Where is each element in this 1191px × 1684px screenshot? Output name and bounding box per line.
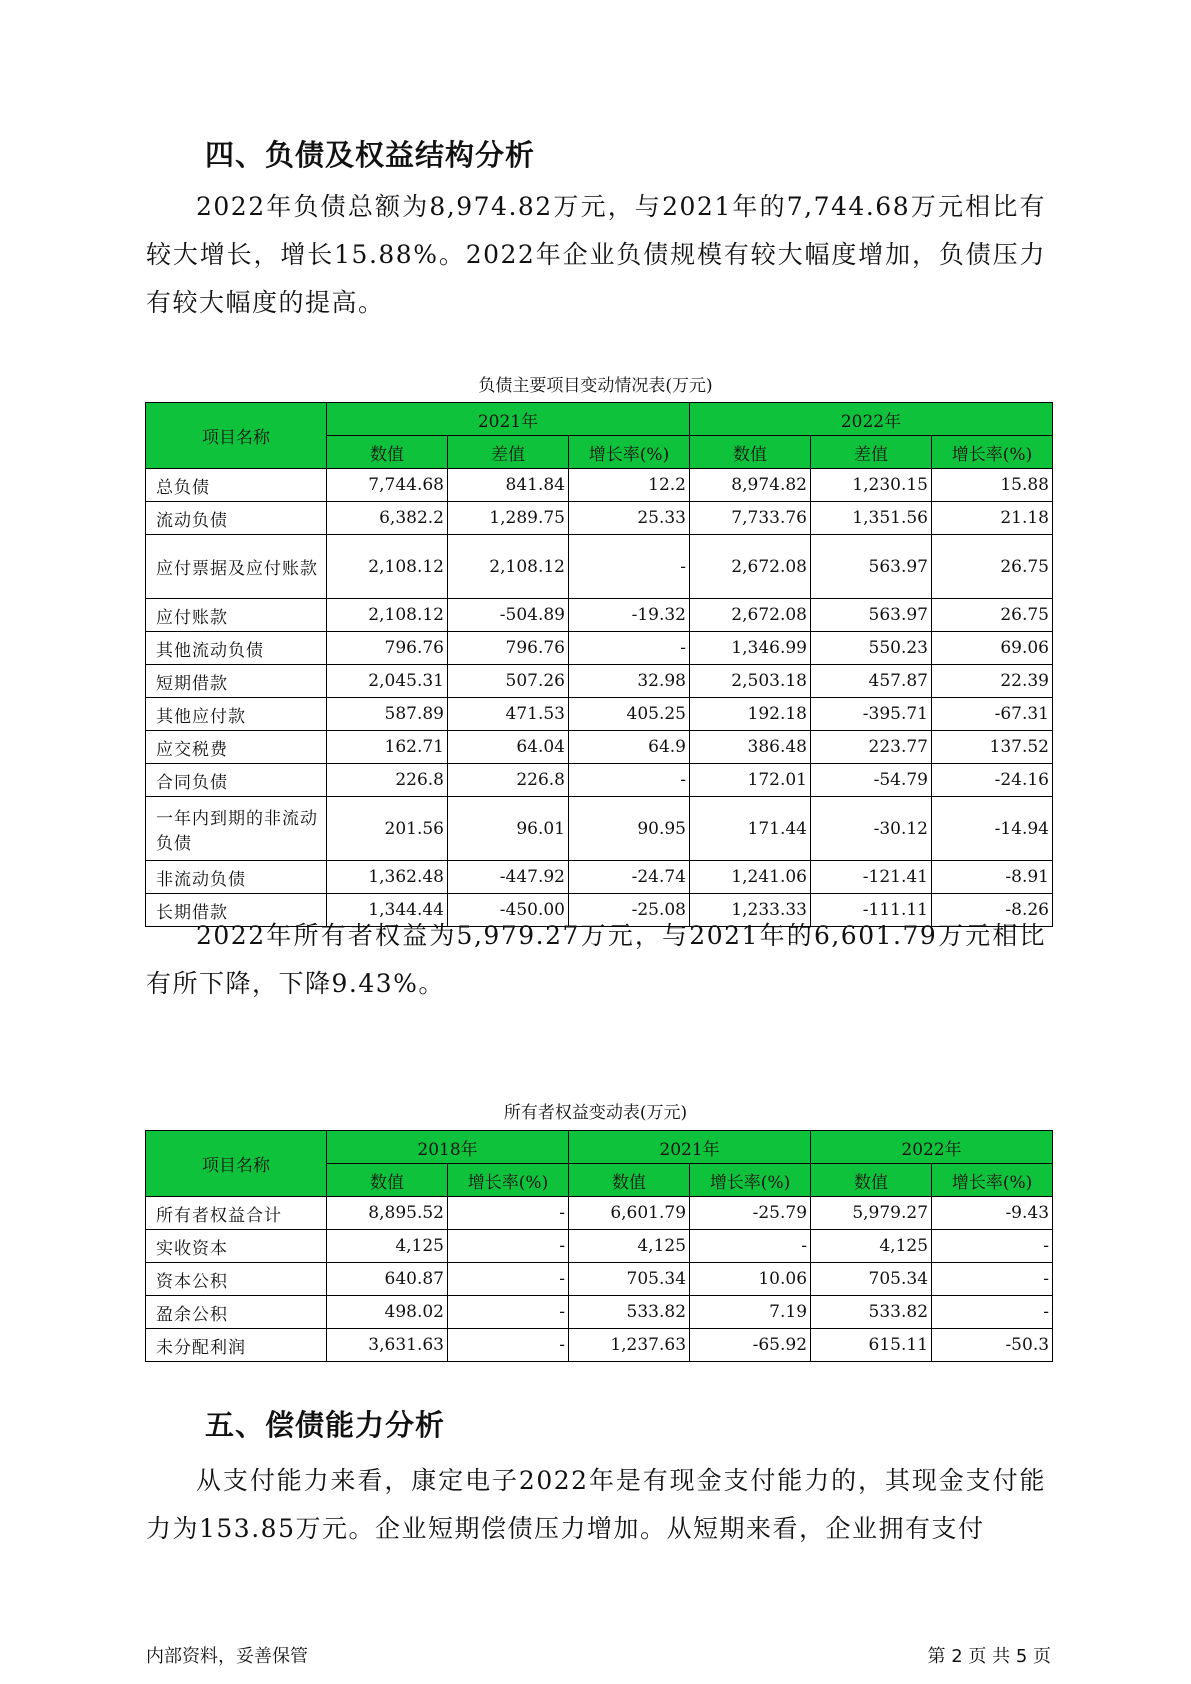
row-label: 非流动负债 xyxy=(146,861,327,894)
table-cell: -8.26 xyxy=(932,894,1053,927)
table-cell: 2,108.12 xyxy=(448,535,569,599)
table-cell: -121.41 xyxy=(811,861,932,894)
table-cell: -54.79 xyxy=(811,764,932,797)
table-cell: 4,125 xyxy=(811,1230,932,1263)
table-cell: 1,230.15 xyxy=(811,469,932,502)
table-row xyxy=(146,535,1053,599)
section5-paragraph-1: 从支付能力来看，康定电子2022年是有现金支付能力的，其现金支付能力为153.85万元。企业短期偿债压力增加。从短期来看，企业拥有支付 xyxy=(146,1466,1046,1543)
subheader: 增长率(%) xyxy=(932,1164,1053,1197)
table-cell: 615.11 xyxy=(811,1329,932,1362)
table-cell: -65.92 xyxy=(690,1329,811,1362)
table-cell: -9.43 xyxy=(932,1197,1053,1230)
subheader: 增长率(%) xyxy=(690,1164,811,1197)
header-year: 2021年 xyxy=(327,403,690,436)
table-cell: 533.82 xyxy=(811,1296,932,1329)
header-year: 2022年 xyxy=(690,403,1053,436)
subheader: 数值 xyxy=(811,1164,932,1197)
table-cell: 7,733.76 xyxy=(690,502,811,535)
table-row xyxy=(146,861,1053,894)
table-row xyxy=(146,469,1053,502)
table-cell: 15.88 xyxy=(932,469,1053,502)
table-cell: 4,125 xyxy=(327,1230,448,1263)
table-cell: 705.34 xyxy=(811,1263,932,1296)
table-cell: 386.48 xyxy=(690,731,811,764)
row-label: 实收资本 xyxy=(146,1230,327,1263)
equity-table-body xyxy=(146,1197,1053,1362)
table-cell: 22.39 xyxy=(932,665,1053,698)
table-cell: 405.25 xyxy=(569,698,690,731)
section4-heading: 四、负债及权益结构分析 xyxy=(205,138,536,172)
table-cell: - xyxy=(569,535,690,599)
table-cell: -395.71 xyxy=(811,698,932,731)
table-row xyxy=(146,698,1053,731)
table2-caption: 所有者权益变动表(万元) xyxy=(503,1103,688,1123)
table-cell: 533.82 xyxy=(569,1296,690,1329)
row-label: 流动负债 xyxy=(146,502,327,535)
table-cell: 796.76 xyxy=(448,632,569,665)
table-cell: -67.31 xyxy=(932,698,1053,731)
header-year: 2018年 xyxy=(327,1131,569,1164)
row-label: 应付账款 xyxy=(146,599,327,632)
table-cell: 796.76 xyxy=(327,632,448,665)
table-cell: - xyxy=(448,1329,569,1362)
table-cell: -111.11 xyxy=(811,894,932,927)
table-cell: 3,631.63 xyxy=(327,1329,448,1362)
table-cell: -8.91 xyxy=(932,861,1053,894)
table-cell: 1,351.56 xyxy=(811,502,932,535)
table-cell: 471.53 xyxy=(448,698,569,731)
row-label: 合同负债 xyxy=(146,764,327,797)
table-row xyxy=(146,1263,1053,1296)
table-cell: -25.79 xyxy=(690,1197,811,1230)
table-row xyxy=(146,764,1053,797)
table-cell: 550.23 xyxy=(811,632,932,665)
subheader: 数值 xyxy=(327,436,448,469)
table-cell: 2,108.12 xyxy=(327,535,448,599)
table-cell: 2,672.08 xyxy=(690,599,811,632)
table-cell: 563.97 xyxy=(811,535,932,599)
section5-heading: 五、偿债能力分析 xyxy=(205,1408,446,1442)
table-cell: 2,503.18 xyxy=(690,665,811,698)
table-cell: 1,241.06 xyxy=(690,861,811,894)
table-cell: 563.97 xyxy=(811,599,932,632)
header-item-name: 项目名称 xyxy=(146,403,327,469)
table-cell: 507.26 xyxy=(448,665,569,698)
equity-table-header xyxy=(146,1131,1053,1197)
header-year: 2022年 xyxy=(811,1131,1053,1164)
table-cell: 171.44 xyxy=(690,797,811,861)
table-cell: 69.06 xyxy=(932,632,1053,665)
table-cell: -24.16 xyxy=(932,764,1053,797)
table-cell: - xyxy=(690,1230,811,1263)
row-label: 盈余公积 xyxy=(146,1296,327,1329)
table-cell: 1,362.48 xyxy=(327,861,448,894)
table-row xyxy=(146,665,1053,698)
row-label: 其他流动负债 xyxy=(146,632,327,665)
subheader: 增长率(%) xyxy=(448,1164,569,1197)
section4-paragraph-1: 2022年负债总额为8,974.82万元，与2021年的7,744.68万元相比有较大增长，增长15.88%。2022年企业负债规模有较大幅度增加，负债压力有较大幅度的提高。 xyxy=(146,192,1046,317)
table-cell: -30.12 xyxy=(811,797,932,861)
table-row xyxy=(146,632,1053,665)
table-row xyxy=(146,599,1053,632)
table-cell: 7.19 xyxy=(690,1296,811,1329)
footer-confidential: 内部资料，妥善保管 xyxy=(146,1646,308,1667)
table-row xyxy=(146,1230,1053,1263)
table-cell: 172.01 xyxy=(690,764,811,797)
row-label: 应付票据及应付账款 xyxy=(146,535,327,599)
table-cell: 26.75 xyxy=(932,599,1053,632)
table-cell: 4,125 xyxy=(569,1230,690,1263)
row-label: 其他应付款 xyxy=(146,698,327,731)
table-cell: 25.33 xyxy=(569,502,690,535)
row-label: 一年内到期的非流动负债 xyxy=(146,797,327,861)
table1-caption: 负债主要项目变动情况表(万元) xyxy=(478,376,713,396)
row-label: 短期借款 xyxy=(146,665,327,698)
table-cell: -24.74 xyxy=(569,861,690,894)
liabilities-table-body xyxy=(146,469,1053,927)
table-row xyxy=(146,502,1053,535)
table-cell: 137.52 xyxy=(932,731,1053,764)
row-label: 总负债 xyxy=(146,469,327,502)
subheader: 差值 xyxy=(448,436,569,469)
table-cell: 21.18 xyxy=(932,502,1053,535)
row-label: 长期借款 xyxy=(146,894,327,927)
table-cell: 2,045.31 xyxy=(327,665,448,698)
table-cell: - xyxy=(448,1263,569,1296)
table-row xyxy=(146,1329,1053,1362)
table-cell: - xyxy=(569,764,690,797)
table-cell: 223.77 xyxy=(811,731,932,764)
header-item-name: 项目名称 xyxy=(146,1131,327,1197)
row-label: 未分配利润 xyxy=(146,1329,327,1362)
table-cell: 201.56 xyxy=(327,797,448,861)
table-cell: 96.01 xyxy=(448,797,569,861)
table-cell: - xyxy=(448,1296,569,1329)
table-cell: 8,974.82 xyxy=(690,469,811,502)
table-cell: 162.71 xyxy=(327,731,448,764)
table-cell: - xyxy=(932,1263,1053,1296)
footer-page-number: 第 2 页 共 5 页 xyxy=(927,1646,1051,1667)
table-row xyxy=(146,1296,1053,1329)
table-cell: 841.84 xyxy=(448,469,569,502)
row-label: 所有者权益合计 xyxy=(146,1197,327,1230)
liabilities-table xyxy=(145,402,1053,927)
table-cell: 7,744.68 xyxy=(327,469,448,502)
table-cell: 1,233.33 xyxy=(690,894,811,927)
liabilities-table-header xyxy=(146,403,1053,469)
table-cell: 705.34 xyxy=(569,1263,690,1296)
table-cell: -504.89 xyxy=(448,599,569,632)
table-cell: 2,108.12 xyxy=(327,599,448,632)
subheader: 增长率(%) xyxy=(569,436,690,469)
table-cell: 6,601.79 xyxy=(569,1197,690,1230)
table-row xyxy=(146,797,1053,861)
table-cell: 226.8 xyxy=(448,764,569,797)
subheader: 增长率(%) xyxy=(932,436,1053,469)
table-cell: -14.94 xyxy=(932,797,1053,861)
table-cell: 5,979.27 xyxy=(811,1197,932,1230)
table-cell: - xyxy=(448,1197,569,1230)
table-cell: -447.92 xyxy=(448,861,569,894)
table-cell: 8,895.52 xyxy=(327,1197,448,1230)
row-label: 应交税费 xyxy=(146,731,327,764)
table-cell: 1,289.75 xyxy=(448,502,569,535)
table-cell: 226.8 xyxy=(327,764,448,797)
table-cell: 10.06 xyxy=(690,1263,811,1296)
table-cell: 640.87 xyxy=(327,1263,448,1296)
table-cell: 498.02 xyxy=(327,1296,448,1329)
subheader: 差值 xyxy=(811,436,932,469)
table-cell: 64.04 xyxy=(448,731,569,764)
table-cell: 2,672.08 xyxy=(690,535,811,599)
table-cell: - xyxy=(448,1230,569,1263)
header-year: 2021年 xyxy=(569,1131,811,1164)
table-cell: - xyxy=(932,1296,1053,1329)
table-cell: -50.3 xyxy=(932,1329,1053,1362)
table-cell: 192.18 xyxy=(690,698,811,731)
table-cell: -19.32 xyxy=(569,599,690,632)
table-row xyxy=(146,1197,1053,1230)
table-cell: 32.98 xyxy=(569,665,690,698)
row-label: 资本公积 xyxy=(146,1263,327,1296)
section4-paragraph-2: 2022年所有者权益为5,979.27万元，与2021年的6,601.79万元相比有所下降，下降9.43%。 xyxy=(146,921,1046,998)
table-cell: 64.9 xyxy=(569,731,690,764)
table-cell: 1,344.44 xyxy=(327,894,448,927)
table-cell: -450.00 xyxy=(448,894,569,927)
table-cell: - xyxy=(932,1230,1053,1263)
table-cell: 1,346.99 xyxy=(690,632,811,665)
table-cell: 587.89 xyxy=(327,698,448,731)
table-cell: 90.95 xyxy=(569,797,690,861)
table-cell: 26.75 xyxy=(932,535,1053,599)
table-cell: 1,237.63 xyxy=(569,1329,690,1362)
table-cell: -25.08 xyxy=(569,894,690,927)
equity-table xyxy=(145,1130,1053,1362)
subheader: 数值 xyxy=(690,436,811,469)
table-cell: - xyxy=(569,632,690,665)
table-cell: 457.87 xyxy=(811,665,932,698)
subheader: 数值 xyxy=(569,1164,690,1197)
table-cell: 6,382.2 xyxy=(327,502,448,535)
table-row xyxy=(146,731,1053,764)
table-cell: 12.2 xyxy=(569,469,690,502)
subheader: 数值 xyxy=(327,1164,448,1197)
